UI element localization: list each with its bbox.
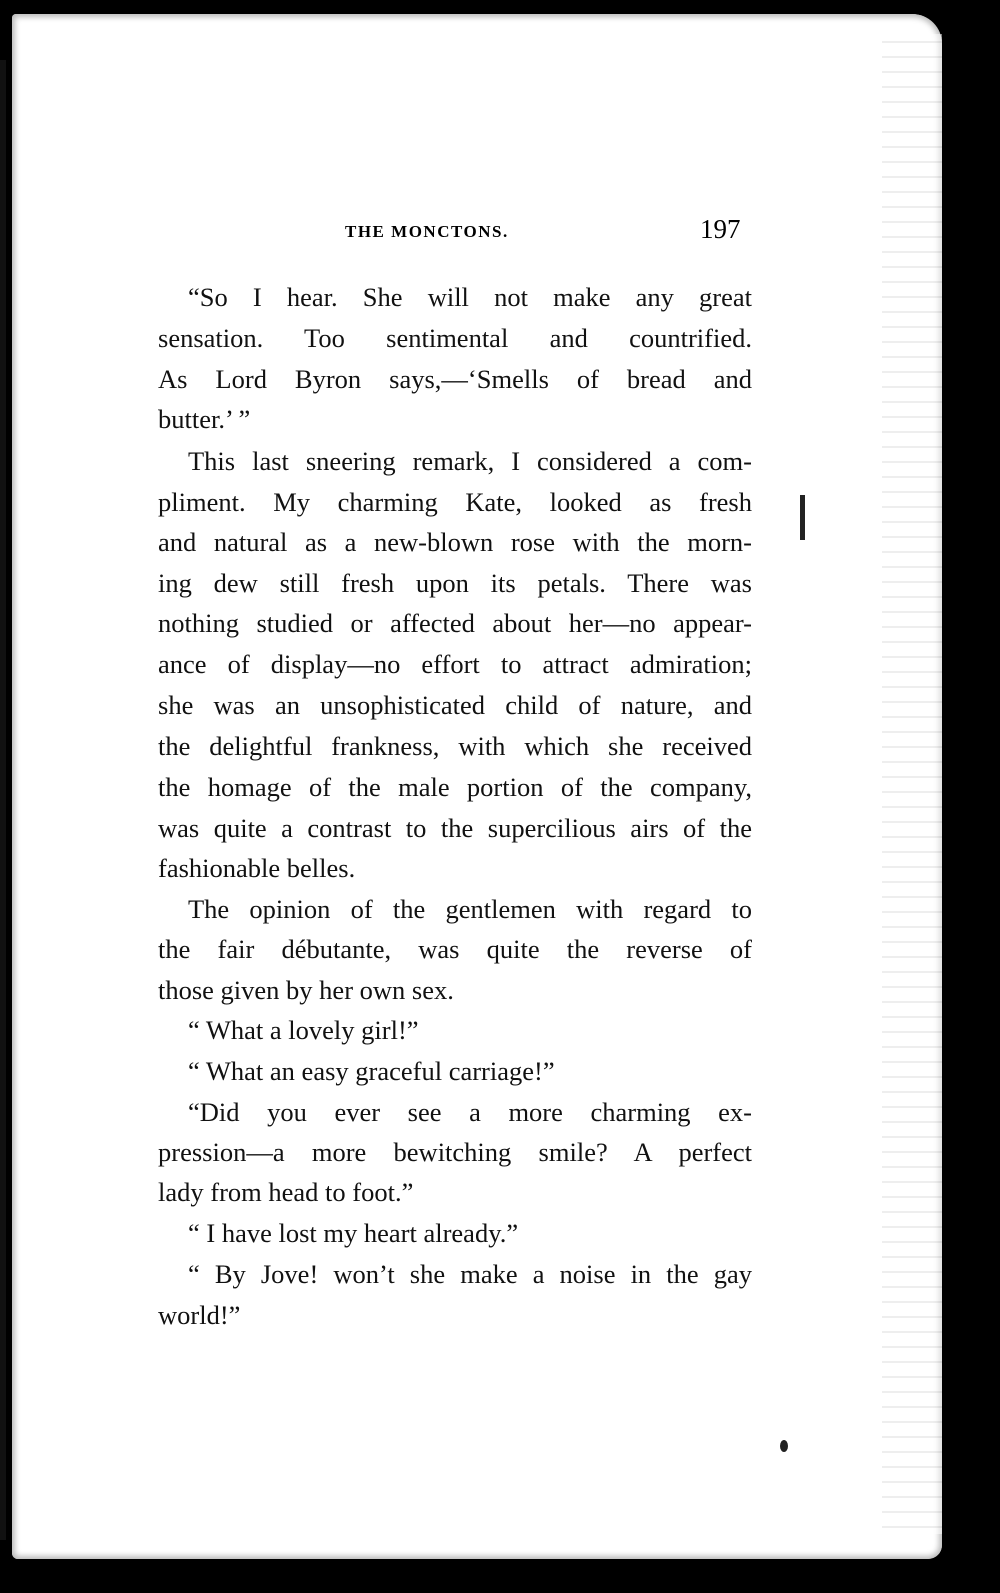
scan-mark	[780, 1440, 788, 1452]
text-line: “ What a lovely girl!”	[188, 1015, 419, 1045]
text-line: ing dew still fresh upon its petals. There was	[158, 568, 752, 598]
text-line: lady from head to foot.”	[158, 1177, 414, 1207]
text-line: butter.’ ”	[158, 404, 251, 434]
scan-mark	[800, 495, 805, 540]
text-line: “ What an easy graceful carriage!”	[188, 1056, 555, 1086]
text-line: pression—a more bewitching smile? A perfect	[158, 1137, 752, 1167]
text-line: pliment. My charming Kate, looked as fresh	[158, 487, 752, 517]
text-line: world!”	[158, 1300, 241, 1330]
binding-shadow	[0, 60, 6, 1540]
page-edge-shadow	[882, 34, 942, 1534]
text-line: “Did you ever see a more charming ex-	[188, 1097, 752, 1127]
text-line: “ I have lost my heart already.”	[188, 1218, 519, 1248]
text-line: was quite a contrast to the supercilious airs of the	[158, 813, 752, 843]
text-line: and natural as a new-blown rose with the morn-	[158, 527, 752, 557]
text-line: The opinion of the gentlemen with regard to	[188, 894, 752, 924]
text-line: the delightful frankness, with which she received	[158, 731, 752, 761]
page-number: 197	[700, 214, 741, 244]
text-line: This last sneering remark, I considered a com-	[188, 446, 752, 476]
text-line: “So I hear. She will not make any great	[188, 282, 752, 312]
text-line: those given by her own sex.	[158, 975, 454, 1005]
running-title: THE MONCTONS.	[345, 222, 509, 241]
text-line: “ By Jove! won’t she make a noise in the gay	[188, 1259, 752, 1289]
text-line: fashionable belles.	[158, 853, 356, 883]
text-line: As Lord Byron says,—‘Smells of bread and	[158, 364, 752, 394]
text-line: the fair débutante, was quite the reverse of	[158, 934, 752, 964]
text-line: she was an unsophisticated child of nature, and	[158, 690, 752, 720]
text-line: nothing studied or affected about her—no appear-	[158, 608, 752, 638]
text-line: sensation. Too sentimental and countrified.	[158, 323, 752, 353]
text-line: ance of display—no effort to attract admiration;	[158, 649, 752, 679]
text-line: the homage of the male portion of the company,	[158, 772, 752, 802]
